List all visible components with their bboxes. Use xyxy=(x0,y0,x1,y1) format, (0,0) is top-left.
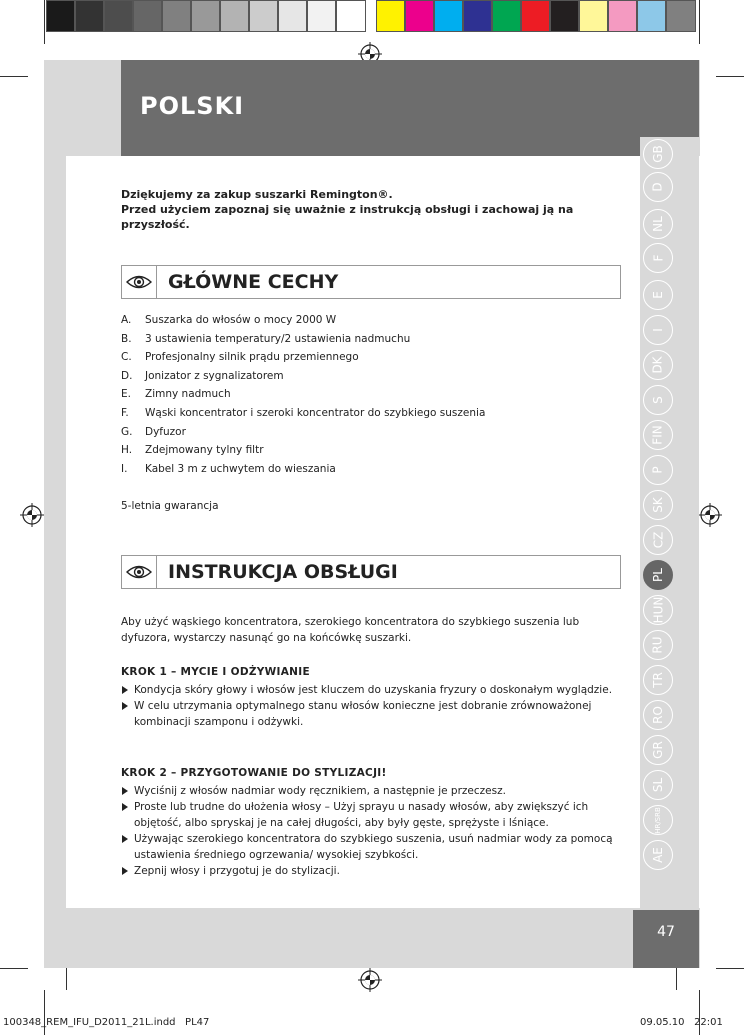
step1-heading: KROK 1 – MYCIE I ODŻYWIANIE xyxy=(121,666,310,678)
section-title: GŁÓWNE CECHY xyxy=(168,271,339,293)
swatch xyxy=(637,0,666,32)
step2-bullets xyxy=(121,783,621,879)
swatch xyxy=(666,0,696,32)
swatch xyxy=(278,0,307,32)
lang-tab-hr-srb[interactable]: HR/SRB xyxy=(643,805,673,835)
swatch xyxy=(75,0,104,32)
list-item: F. Wąski koncentrator i szeroki koncentrator do szybkiego suszenia xyxy=(121,406,486,419)
swatch xyxy=(376,0,405,32)
step2-heading: KROK 2 – PRZYGOTOWANIE DO STYLIZACJI! xyxy=(121,767,387,779)
swatch xyxy=(249,0,278,32)
page-frame-left xyxy=(44,60,66,910)
list-item: Zepnij włosy i przygotuj je do stylizacji. xyxy=(121,863,621,879)
swatch xyxy=(162,0,191,32)
crop-mark xyxy=(0,968,28,969)
warranty-text: 5-letnia gwarancja xyxy=(121,500,219,512)
swatch xyxy=(220,0,249,32)
page-number: 47 xyxy=(657,924,675,940)
lang-tab-fin[interactable]: FIN xyxy=(643,420,673,450)
crop-mark xyxy=(716,76,744,77)
lang-tab-ae[interactable]: AE xyxy=(643,840,673,870)
crop-mark xyxy=(44,0,45,44)
lang-tab-sl[interactable]: SL xyxy=(643,770,673,800)
list-item: Używając szerokiego koncentratora do szybkiego suszenia, usuń nadmiar wody za pomocą ustawienia średniego ogrzewania/ wysokiej szybkości. xyxy=(121,831,621,863)
list-item: E. Zimny nadmuch xyxy=(121,388,231,401)
lang-tab-e[interactable]: E xyxy=(643,280,673,310)
list-item: H. Zdejmowany tylny filtr xyxy=(121,444,264,457)
swatch xyxy=(336,0,366,32)
intro-line-1: Dziękujemy za zakup suszarki Remington®. xyxy=(121,188,393,201)
registration-target-icon xyxy=(20,503,44,527)
section-title: INSTRUKCJA OBSŁUGI xyxy=(168,561,398,583)
lang-tab-ru[interactable]: RU xyxy=(643,630,673,660)
eye-icon xyxy=(122,266,157,298)
swatch xyxy=(46,0,75,32)
list-item: Proste lub trudne do ułożenia włosy – Użyj sprayu u nasady włosów, aby zwiększyć ich objętość, albo spryskaj je na całej długości, aby były gęste, sprężyste i lśniące. xyxy=(121,799,621,831)
crop-mark xyxy=(44,990,45,1035)
intro-text xyxy=(121,187,621,232)
swatch xyxy=(550,0,579,32)
list-item: G. Dyfuzor xyxy=(121,425,186,438)
page-frame-bottom xyxy=(44,908,700,968)
lang-tab-dk[interactable]: DK xyxy=(643,350,673,380)
lang-tab-pl[interactable]: PL xyxy=(643,560,673,590)
swatch xyxy=(133,0,162,32)
list-item: A. Suszarka do włosów o mocy 2000 W xyxy=(121,314,337,326)
lang-tab-s[interactable]: S xyxy=(643,385,673,415)
list-item: Kondycja skóry głowy i włosów jest kluczem do uzyskania fryzury o doskonałym wyglądzie. xyxy=(121,682,621,698)
crop-mark xyxy=(699,990,700,1035)
lang-tab-hun[interactable]: HUN xyxy=(643,595,673,625)
swatch xyxy=(492,0,521,32)
swatch xyxy=(608,0,637,32)
swatch xyxy=(405,0,434,32)
registration-target-icon xyxy=(698,503,722,527)
swatch xyxy=(307,0,336,32)
swatch xyxy=(579,0,608,32)
list-item: I. Kabel 3 m z uchwytem do wieszania xyxy=(121,462,336,475)
file-slug: 100348_REM_IFU_D2011_21L.indd PL47 xyxy=(3,1017,210,1028)
swatch xyxy=(463,0,492,32)
lang-tab-f[interactable]: F xyxy=(643,243,673,273)
list-item: C. Profesjonalny silnik prądu przemiennego xyxy=(121,351,359,364)
lang-tab-gb[interactable]: GB xyxy=(643,139,673,169)
registration-target-icon xyxy=(358,968,382,992)
instructions-intro: Aby użyć wąskiego koncentratora, szerokiego koncentratora do szybkiego suszenia lub dyfuzora, wystarczy nasunąć go na końcówkę suszarki. xyxy=(121,616,580,644)
list-item: W celu utrzymania optymalnego stanu włosów konieczne jest dobranie zrównoważonej kombinacji szamponu i odżywki. xyxy=(121,698,621,730)
page-title: POLSKI xyxy=(140,92,245,120)
lang-tab-ro[interactable]: RO xyxy=(643,700,673,730)
features-list xyxy=(121,314,621,481)
crop-mark xyxy=(699,0,700,44)
section-header-main-features xyxy=(121,265,621,299)
list-item: D. Jonizator z sygnalizatorem xyxy=(121,369,284,382)
lang-tab-gr[interactable]: GR xyxy=(643,735,673,765)
list-item: Wyciśnij z włosów nadmiar wody ręcznikiem, a następnie je przeczesz. xyxy=(121,783,621,799)
lang-tab-i[interactable]: I xyxy=(643,315,673,345)
eye-icon xyxy=(122,556,157,588)
lang-tab-tr[interactable]: TR xyxy=(643,665,673,695)
lang-tab-p[interactable]: P xyxy=(643,455,673,485)
date-slug: 09.05.10 22:01 xyxy=(640,1017,723,1028)
lang-tab-cz[interactable]: CZ xyxy=(643,525,673,555)
lang-tab-d[interactable]: D xyxy=(643,172,673,202)
crop-mark xyxy=(0,76,28,77)
lang-tab-nl[interactable]: NL xyxy=(643,209,673,239)
list-item: B. 3 ustawienia temperatury/2 ustawienia nadmuchu xyxy=(121,332,411,345)
swatch xyxy=(104,0,133,32)
intro-line-2: Przed użyciem zapoznaj się uważnie z instrukcją obsługi i zachowaj ją na przyszłość. xyxy=(121,203,574,231)
section-header-instructions xyxy=(121,555,621,589)
swatch xyxy=(434,0,463,32)
crop-mark xyxy=(66,968,67,990)
step1-bullets xyxy=(121,682,621,730)
lang-tab-sk[interactable]: SK xyxy=(643,490,673,520)
crop-mark xyxy=(716,968,744,969)
swatch xyxy=(521,0,550,32)
crop-mark xyxy=(676,968,677,990)
swatch xyxy=(191,0,220,32)
